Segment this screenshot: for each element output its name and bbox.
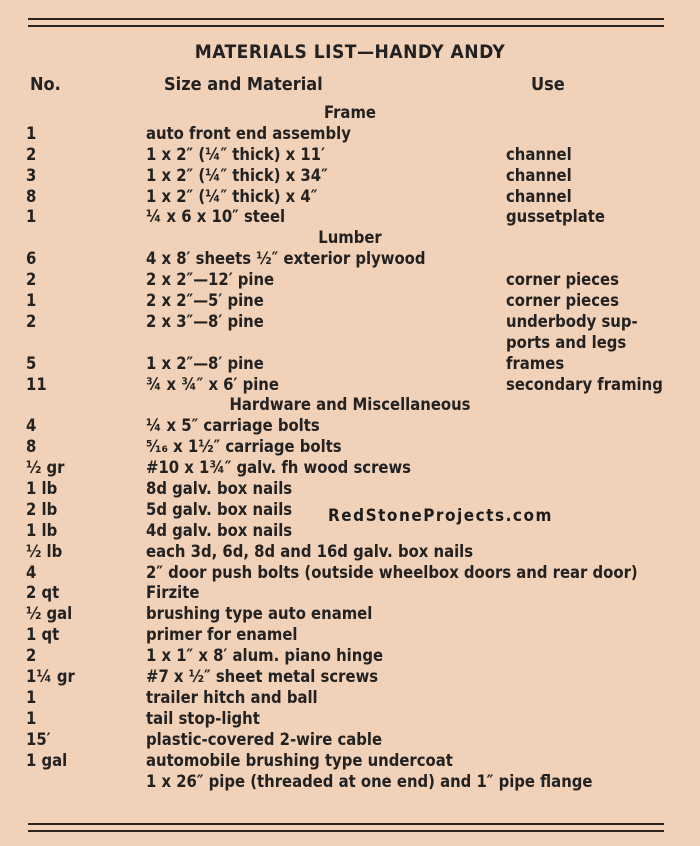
table-row [0, 312, 700, 333]
materials-table [0, 103, 700, 792]
table-row [0, 709, 700, 730]
material-cell: ¾ x ¾″ x 6′ pine [146, 374, 279, 394]
material-cell: #10 x 1¾″ galv. fh wood screws [146, 458, 412, 478]
table-row [0, 604, 700, 625]
material-cell: auto front end assembly [146, 123, 351, 143]
table-row [0, 688, 700, 709]
material-cell: #7 x ½″ sheet metal screws [146, 667, 379, 687]
quantity-cell: 2 [26, 270, 37, 290]
material-cell: 1 x 2″—8′ pine [146, 353, 264, 373]
quantity-cell: 1¼ gr [26, 667, 75, 687]
quantity-cell: 1 lb [26, 479, 58, 499]
table-row [0, 583, 700, 604]
column-header-size-material: Size and Material [164, 74, 323, 95]
use-cell: ports and legs [506, 332, 627, 352]
table-row [0, 479, 700, 500]
column-header-no: No. [30, 74, 61, 95]
material-cell: 1 x 1″ x 8′ alum. piano hinge [146, 646, 384, 666]
table-row [0, 751, 700, 772]
watermark: RedStoneProjects.com [328, 506, 553, 526]
use-cell: frames [506, 353, 565, 373]
material-cell: 2″ door push bolts (outside wheelbox doors and rear door) [146, 562, 638, 582]
material-cell: each 3d, 6d, 8d and 16d galv. box nails [146, 541, 474, 561]
table-row [0, 625, 700, 646]
section-title: Lumber [318, 228, 382, 248]
quantity-cell: 2 [26, 311, 37, 331]
table-row [0, 646, 700, 667]
table-row [0, 270, 700, 291]
page-title: MATERIALS LIST—HANDY ANDY [194, 41, 506, 63]
use-cell: channel [506, 144, 572, 164]
quantity-cell: 8 [26, 437, 37, 457]
quantity-cell: 5 [26, 353, 37, 373]
table-row [0, 667, 700, 688]
use-cell: corner pieces [506, 270, 619, 290]
quantity-cell: ½ gr [26, 458, 65, 478]
quantity-cell: 1 qt [26, 625, 60, 645]
use-cell: channel [506, 165, 572, 185]
section-title: Frame [324, 103, 376, 122]
quantity-cell: ½ lb [26, 541, 63, 561]
use-cell: gussetplate [506, 207, 605, 227]
quantity-cell: 2 lb [26, 499, 58, 519]
table-row [0, 249, 700, 270]
material-cell: trailer hitch and ball [146, 687, 318, 707]
material-cell: primer for enamel [146, 625, 298, 645]
material-cell: 1 x 2″ (¼″ thick) x 34″ [146, 165, 328, 185]
section-heading [0, 228, 700, 249]
quantity-cell: 4 [26, 416, 37, 436]
quantity-cell: 11 [26, 374, 47, 394]
use-cell: secondary framing [506, 374, 663, 394]
table-row [0, 542, 700, 563]
material-cell: 8d galv. box nails [146, 479, 293, 499]
table-row [0, 145, 700, 166]
quantity-cell: 1 [26, 207, 37, 227]
section-title: Hardware and Miscellaneous [229, 395, 471, 415]
quantity-cell: 3 [26, 165, 37, 185]
material-cell: ⁵⁄₁₆ x 1½″ carriage bolts [146, 437, 342, 457]
use-cell: corner pieces [506, 291, 619, 311]
quantity-cell: 2 [26, 144, 37, 164]
table-row [0, 730, 700, 751]
quantity-cell: 15′ [26, 729, 51, 749]
material-cell: brushing type auto enamel [146, 604, 373, 624]
quantity-cell: 1 lb [26, 520, 58, 540]
material-cell: ¼ x 6 x 10″ steel [146, 207, 286, 227]
material-cell: 2 x 2″—12′ pine [146, 270, 275, 290]
table-row [0, 333, 700, 354]
section-heading [0, 395, 700, 416]
quantity-cell: ½ gal [26, 604, 73, 624]
table-row [0, 563, 700, 584]
table-row [0, 207, 700, 228]
quantity-cell: 1 [26, 708, 37, 728]
quantity-cell: 1 [26, 123, 37, 143]
material-cell: 1 x 2″ (¼″ thick) x 4″ [146, 186, 318, 206]
use-cell: channel [506, 186, 572, 206]
quantity-cell: 1 gal [26, 750, 68, 770]
table-row [0, 437, 700, 458]
material-cell: plastic-covered 2-wire cable [146, 729, 383, 749]
material-cell: Firzite [146, 583, 200, 603]
material-cell: tail stop-light [146, 708, 260, 728]
table-row [0, 416, 700, 437]
material-cell: ¼ x 5″ carriage bolts [146, 416, 320, 436]
section-heading [0, 103, 700, 124]
material-cell: 2 x 3″—8′ pine [146, 311, 264, 331]
table-row [0, 124, 700, 145]
material-cell: 1 x 26″ pipe (threaded at one end) and 1″ pipe flange [146, 771, 593, 791]
quantity-cell: 6 [26, 249, 37, 269]
table-row [0, 166, 700, 187]
quantity-cell: 4 [26, 562, 37, 582]
column-header-use: Use [531, 74, 565, 95]
table-row [0, 354, 700, 375]
top-rule [28, 18, 664, 20]
quantity-cell: 1 [26, 291, 37, 311]
quantity-cell: 2 [26, 646, 37, 666]
table-row [0, 291, 700, 312]
use-cell: underbody sup- [506, 311, 638, 331]
table-row [0, 458, 700, 479]
quantity-cell: 8 [26, 186, 37, 206]
quantity-cell: 1 [26, 687, 37, 707]
material-cell: 4d galv. box nails [146, 520, 293, 540]
table-row [0, 375, 700, 396]
quantity-cell: 2 qt [26, 583, 60, 603]
table-row [0, 187, 700, 208]
material-cell: automobile brushing type undercoat [146, 750, 453, 770]
material-cell: 5d galv. box nails [146, 499, 293, 519]
top-rule-inner [28, 25, 664, 27]
material-cell: 2 x 2″—5′ pine [146, 291, 264, 311]
bottom-rule [28, 823, 664, 825]
bottom-rule-inner [28, 830, 664, 832]
material-cell: 4 x 8′ sheets ½″ exterior plywood [146, 249, 426, 269]
material-cell: 1 x 2″ (¼″ thick) x 11′ [146, 144, 325, 164]
table-row [0, 772, 700, 793]
